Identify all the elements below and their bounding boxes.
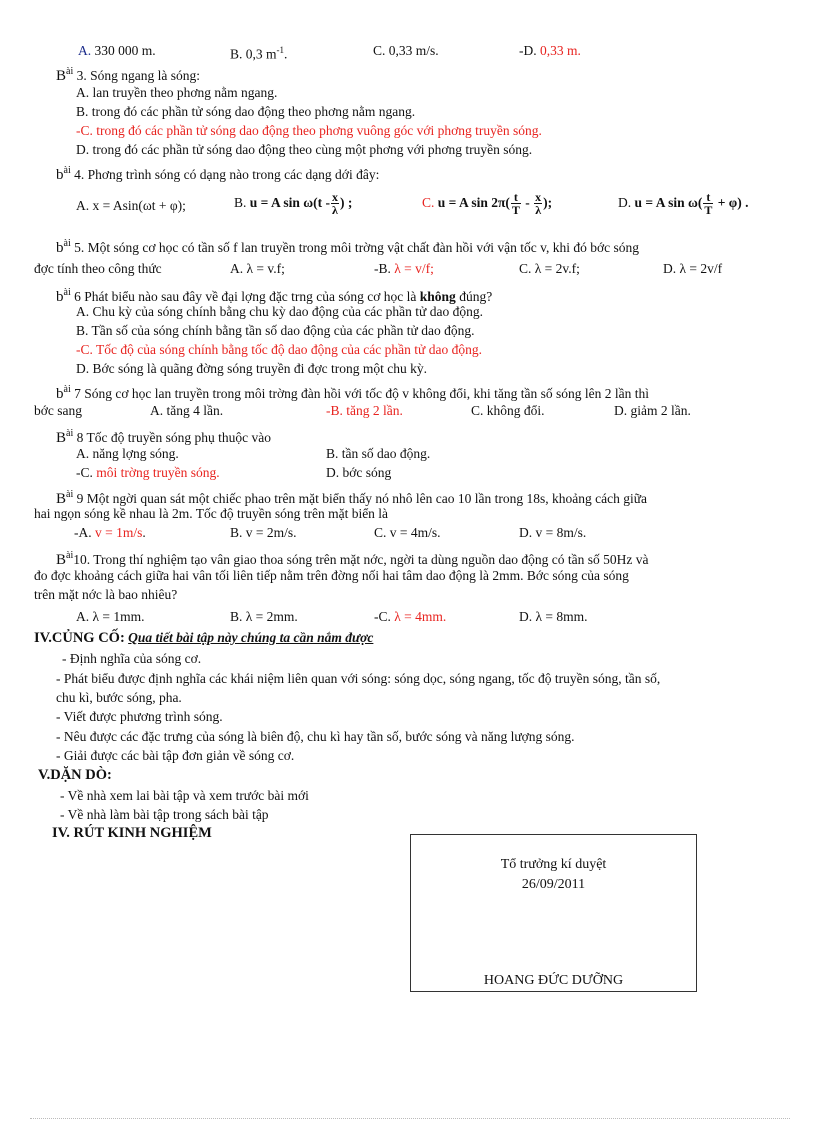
q2-option-d: -D. 0,33 m. — [519, 43, 581, 58]
cungco-item: - Định nghĩa của sóng cơ. — [62, 651, 202, 666]
signature-title: Tổ trưởng kí duyệt — [500, 857, 607, 872]
q10-line2: đo đợc khoảng cách giữa hai vân tối liên tiếp nằm trên đờng nối hai tâm dao động là 2mm. Bớc sóng của sóng — [34, 568, 629, 583]
q2-option-c: C. 0,33 m/s. — [373, 43, 439, 58]
cungco-heading: IV.CỦNG CỐ: Qua tiết bài tập này chúng ta cần nắm được — [34, 630, 374, 646]
q6-option-c: -C. Tốc độ của sóng chính bằng tốc độ dao động của các phần tử dao động. — [76, 342, 482, 357]
signature-date: 26/09/2011 — [521, 877, 586, 892]
q2-option-a: A. 330 000 m. — [78, 43, 156, 58]
q9-line1: $B^{ài}$ 9 Một ngời quan sát một chiếc phao trên mặt biển thấy nó nhô lên cao 10 lần trong 18s, khoảng cách giữa — [56, 489, 648, 507]
q10-option-a: A. λ = 1mm. — [76, 609, 145, 624]
q10-option-b: B. λ = 2mm. — [230, 609, 298, 624]
cungco-item: - Nêu được các đặc trưng của sóng là biên độ, chu kì hay tần số, bước sóng và năng lượng sóng. — [56, 729, 575, 744]
q2-option-b: B. 0,3 $m^{-1}$. — [230, 45, 288, 62]
q8-title: $B^{ài}$ 8 Tốc độ truyền sóng phụ thuộc vào — [56, 428, 271, 446]
q7-option-d: D. giảm 2 lần. — [614, 403, 691, 418]
q6-title: $b^{ài}$ 6 Phát biểu nào sau đây về đại lợng đặc trng của sóng cơ học là không đúng? — [56, 287, 493, 305]
rkn-heading: IV. RÚT KINH NGHIỆM — [52, 825, 212, 841]
cungco-item: - Phát biểu được định nghĩa các khái niệm liên quan với sóng: sóng dọc, sóng ngang, tốc độ truyền sóng, tần số, — [56, 671, 661, 686]
q9-option-c: C. v = 4m/s. — [374, 525, 441, 540]
dando-heading: V.DẶN DÒ: — [38, 767, 112, 783]
q7-line2: bớc sang — [34, 403, 83, 418]
q9-line2: hai ngọn sóng kề nhau là 2m. Tốc độ truyền sóng trên mặt biển là — [34, 506, 389, 521]
q6-option-b: B. Tần số của sóng chính bằng tần số dao động của các phần tử dao động. — [76, 323, 475, 338]
q4-option-b: B. u = A sin ω(t - $\frac{x}{\lambda}$ ) ; — [234, 190, 353, 218]
q8-option-a: A. năng lợng sóng. — [76, 446, 179, 461]
q9-option-a: -A. v = 1m/s. — [74, 525, 146, 540]
signature-name: HOANG ĐỨC DƯỠNG — [483, 973, 624, 988]
cungco-item: - Viết được phương trình sóng. — [56, 709, 223, 724]
q7-option-a: A. tăng 4 lần. — [150, 403, 224, 418]
q8-option-c: -C. môi trờng truyền sóng. — [76, 465, 220, 480]
q7-option-c: C. không đổi. — [471, 403, 545, 418]
page-divider — [30, 1118, 790, 1119]
q3-title: $B^{ài}$ 3. Sóng ngang là sóng: — [56, 66, 200, 84]
q5-option-b: -B. λ = v/f; — [374, 261, 434, 276]
q6-option-a: A. Chu kỳ của sóng chính bằng chu kỳ dao động của các phần tử dao động. — [76, 304, 483, 319]
q10-line1: $B^{ài}10$. Trong thí nghiệm tạo vân giao thoa sóng trên mặt nớc, ngời ta dùng nguồn dao động có tần số 50Hz và — [56, 550, 649, 568]
q5-line1: $b^{ài}$ 5. Một sóng cơ học có tần số f lan truyền trong môi trờng vật chất đàn hồi với vận tốc v, khi đó bớc sóng — [56, 238, 640, 256]
q4-title: $b^{ài}$ 4. Phơng trình sóng có dạng nào trong các dạng dới đây: — [56, 165, 380, 183]
q10-option-c: -C. λ = 4mm. — [374, 609, 447, 624]
q6-option-d: D. Bớc sóng là quãng đờng sóng truyền đi đợc trong một chu kỳ. — [76, 361, 427, 376]
q3-option-d: D. trong đó các phần tử sóng dao động theo cùng một phơng với phơng truyền sóng. — [76, 142, 533, 157]
q4-option-a: A. x = Asin(ωt + φ); — [76, 198, 186, 213]
q9-option-b: B. v = 2m/s. — [230, 525, 297, 540]
q8-option-b: B. tần số dao động. — [326, 446, 431, 461]
q7-option-b: -B. tăng 2 lần. — [326, 403, 403, 418]
q10-option-d: D. λ = 8mm. — [519, 609, 588, 624]
q8-option-d: D. bớc sóng — [326, 465, 392, 480]
q5-option-a: A. λ = v.f; — [230, 261, 285, 276]
cungco-item: - Giải được các bài tập đơn giản về sóng cơ. — [56, 748, 295, 763]
q3-option-a: A. lan truyền theo phơng nằm ngang. — [76, 85, 278, 100]
q3-option-b: B. trong đó các phần tử sóng dao động theo phơng nằm ngang. — [76, 104, 416, 119]
q10-line3: trên mặt nớc là bao nhiêu? — [34, 587, 178, 602]
q5-option-c: C. λ = 2v.f; — [519, 261, 580, 276]
signature-box — [410, 834, 697, 992]
q3-option-c: -C. trong đó các phần tử sóng dao động theo phơng vuông góc với phơng truyền sóng. — [76, 123, 542, 138]
dando-item: - Về nhà làm bài tập trong sách bài tập — [60, 807, 269, 822]
q4-option-c: C. u = A sin 2π( $\frac{t}{T}$ - $\frac{x}{\lambda}$ ); — [422, 190, 553, 218]
cungco-item: chu kì, bước sóng, pha. — [56, 690, 182, 705]
q4-option-d: D. u = A sin ω( $\frac{t}{T}$ + φ) . — [618, 190, 749, 218]
q9-option-d: D. v = 8m/s. — [519, 525, 587, 540]
dando-item: - Về nhà xem lai bài tập và xem trước bài mới — [60, 788, 309, 803]
q5-option-d: D. λ = 2v/f — [663, 261, 723, 276]
q7-line1: $b^{ài}$ 7 Sóng cơ học lan truyền trong môi trờng đàn hồi với tốc độ v không đổi, khi tăng tần số sóng lên 2 lần thì — [56, 384, 649, 402]
q5-line2: đợc tính theo công thức — [34, 261, 162, 276]
